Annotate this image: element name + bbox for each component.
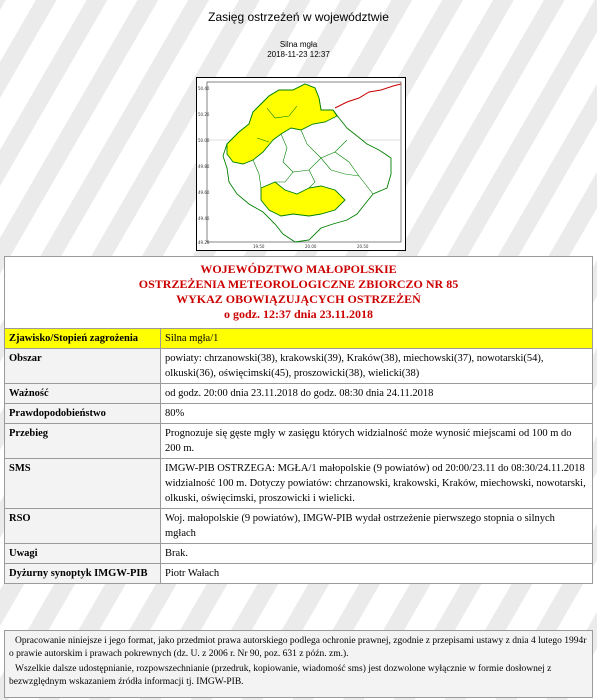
table-row-probability — [5, 404, 593, 424]
map-y-tick: 49.80 — [198, 164, 210, 169]
map-x-tick: 20.00 — [305, 244, 317, 249]
row-value: Piotr Wałach — [161, 564, 593, 584]
map-y-tick: 49.40 — [198, 216, 210, 221]
title-list: WYKAZ OBOWIĄZUJĄCYCH OSTRZEŻEŃ — [176, 292, 421, 306]
table-row-rso — [5, 509, 593, 544]
row-label: Przebieg — [5, 424, 161, 459]
title-issue-time: o godz. 12:37 dnia 23.11.2018 — [223, 307, 373, 321]
row-label: Obszar — [5, 349, 161, 384]
table-title — [5, 257, 593, 329]
map-y-tick: 49.60 — [198, 190, 210, 195]
table-title-row — [5, 257, 593, 329]
map-datetime-caption: 2018-11-23 12:37 — [267, 50, 330, 59]
map-y-tick: 50.20 — [198, 112, 210, 117]
row-value: Brak. — [161, 544, 593, 564]
table-row-remarks — [5, 544, 593, 564]
distribution-notice: Wszelkie dalsze udostępnianie, rozpowszechnianie (przedruk, kopiowanie, wiadomość sms) jest dozwolone wyłącznie w formie dosłownej z bezwzględnym wskazaniem źródła informacji tj. IMGW-PIB. — [9, 664, 552, 687]
table-row-hazard — [5, 329, 593, 349]
row-label: Dyżurny synoptyk IMGW-PIB — [5, 564, 161, 584]
title-voivodeship: WOJEWÓDZTWO MAŁOPOLSKIE — [200, 262, 397, 276]
row-value: Woj. małopolskie (9 powiatów), IMGW-PIB wydał ostrzeżenie pierwszego stopnia o silnych mgłach — [161, 509, 593, 544]
table-row-course — [5, 424, 593, 459]
title-bulletin: OSTRZEŻENIA METEOROLOGICZNE ZBIORCZO NR 85 — [138, 277, 459, 291]
warning-map-svg — [197, 78, 405, 250]
row-label: SMS — [5, 459, 161, 509]
table-row-forecaster — [5, 564, 593, 584]
row-value: IMGW-PIB OSTRZEGA: MGŁA/1 małopolskie (9 powiatów) od 20:00/23.11 do 08:30/24.11.2018 widzialność 100 m. Dotyczy powiatów: chrzanowski, krakowski, Kraków, miechowski, nowotarski, olkuski, oświęcimski, proszowicki i wielicki. — [161, 459, 593, 509]
row-value: Silna mgła/1 — [161, 329, 593, 349]
row-label: Ważność — [5, 384, 161, 404]
row-value: powiaty: chrzanowski(38), krakowski(39), Kraków(38), miechowski(37), nowotarski(54), olkuski(36), oświęcimski(45), proszowicki(38), wielicki(38) — [161, 349, 593, 384]
table-row-area — [5, 349, 593, 384]
map-y-tick: 49.20 — [198, 240, 210, 245]
row-label: Uwagi — [5, 544, 161, 564]
row-value: od godz. 20:00 dnia 23.11.2018 do godz. 08:30 dnia 24.11.2018 — [161, 384, 593, 404]
row-label: Prawdopodobieństwo — [5, 404, 161, 424]
map-x-tick: 20.50 — [357, 244, 369, 249]
table-row-validity — [5, 384, 593, 404]
map-y-tick: 50.00 — [198, 138, 210, 143]
map-phenomenon-caption: Silna mgła — [279, 40, 318, 49]
page-title: Zasięg ostrzeżeń w województwie — [208, 10, 389, 24]
row-label: Zjawisko/Stopień zagrożenia — [5, 329, 161, 349]
copyright-notice: Opracowanie niniejsze i jego format, jako przedmiot prawa autorskiego podlega ochronie prawnej, zgodnie z przepisami ustawy z dnia 4 lutego 1994r o prawie autorskim i prawach pokrewnych (dz. U. z 2006 r. Nr 90, poz. 631 z późn. zm.). — [9, 636, 587, 659]
row-value: Prognozuje się gęste mgły w zasięgu których widzialność może wynosić miejscami od 100 m do 200 m. — [161, 424, 593, 459]
row-label: RSO — [5, 509, 161, 544]
warning-map — [196, 77, 406, 251]
copyright-footer — [4, 630, 593, 698]
row-value: 80% — [161, 404, 593, 424]
warning-table — [4, 256, 593, 584]
map-x-tick: 19.50 — [253, 244, 265, 249]
table-row-sms — [5, 459, 593, 509]
map-y-tick: 50.40 — [198, 86, 210, 91]
